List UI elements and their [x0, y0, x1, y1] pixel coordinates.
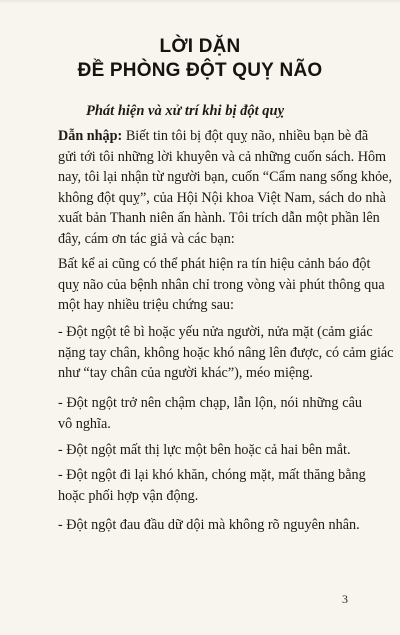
- paragraph-line-text: Biết tin tôi bị đột quỵ não, nhiều bạn bè đã: [122, 128, 369, 144]
- section-heading: Phát hiện và xử trí khi bị đột quỵ: [86, 103, 285, 119]
- paragraph-line: - Đột ngột trở nên chậm chạp, lẫn lộn, nói những câu: [58, 395, 362, 411]
- warning-signs-paragraph: [38, 254, 385, 316]
- paragraph-line: gửi tới tôi những lời khuyên và cả những cuốn sách. Hôm: [58, 148, 387, 165]
- page-title-line-1: LỜI DẶN: [159, 36, 241, 57]
- paragraph-line: xuất bản Thanh niên ấn hành. Tôi trích dẫn một phần lên: [58, 210, 380, 226]
- symptom-item: [38, 440, 362, 461]
- paragraph-line: một hay nhiều triệu chứng sau:: [58, 297, 234, 313]
- paragraph-line: hoặc phối hợp vận động.: [58, 487, 199, 504]
- page-title-line-2: ĐỀ PHÒNG ĐỘT QUỴ NÃO: [77, 60, 323, 81]
- paragraph-line: - Đột ngột đi lại khó khăn, chóng mặt, mất thăng bằng: [58, 467, 366, 483]
- symptom-item: [38, 515, 362, 536]
- paragraph-line: nay, tôi lại nhận từ người bạn, cuốn “Cẩm nang sống khỏe,: [58, 169, 393, 185]
- paragraph-line: Bất kể ai cũng có thể phát hiện ra tín hiệu cảnh báo đột: [58, 256, 371, 272]
- paragraph-line: [38, 126, 369, 147]
- paragraph-line: vô nghĩa.: [58, 415, 111, 432]
- paragraph-line: không đột quỵ”, của Hội Nội khoa Việt Nam, sách do nhà: [58, 189, 386, 206]
- scan-shadow: [0, 0, 400, 4]
- intro-paragraph: [38, 126, 393, 249]
- paragraph-line: - Đột ngột đau đầu dữ dội mà không rõ nguyên nhân.: [58, 517, 360, 533]
- paragraph-line: đây, cám ơn tác giả và các bạn:: [58, 230, 235, 247]
- paragraph-line: - Đột ngột mất thị lực một bên hoặc cả hai bên mắt.: [58, 442, 351, 458]
- intro-lead: Dẫn nhập:: [58, 128, 123, 144]
- page-number: 3: [342, 592, 348, 606]
- symptom-item: [38, 465, 366, 506]
- paragraph-line: nặng tay chân, không hoặc khó nâng lên được, có cảm giác: [58, 344, 394, 361]
- symptom-item: [38, 322, 394, 384]
- paragraph-line: như “tay chân của người khác”), méo miệng.: [58, 365, 313, 381]
- paragraph-line: - Đột ngột tê bì hoặc yếu nửa người, nửa mặt (cảm giác: [58, 324, 373, 340]
- symptom-item: [38, 393, 362, 434]
- paragraph-line: quỵ não của bệnh nhân chỉ trong vòng vài phút thông qua: [58, 276, 385, 293]
